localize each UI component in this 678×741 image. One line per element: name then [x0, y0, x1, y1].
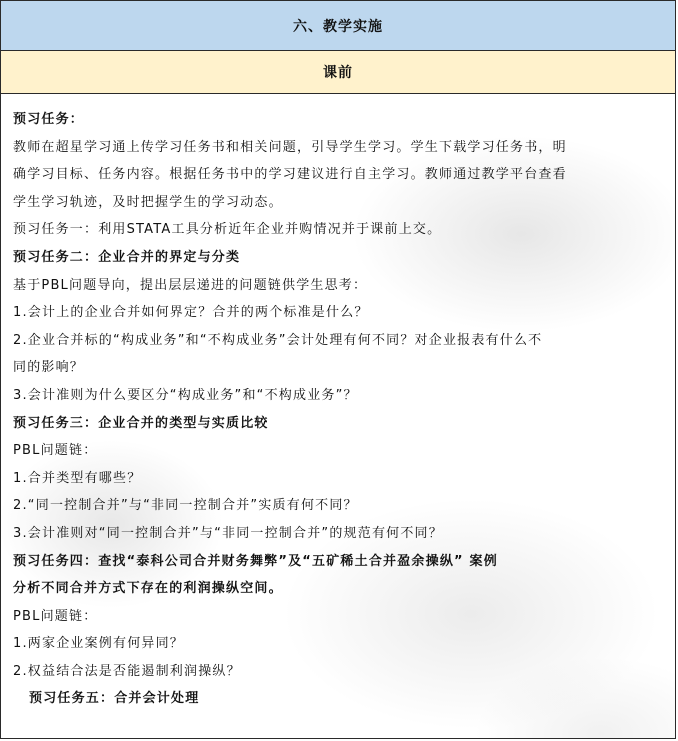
question-item: 2.企业合并标的“构成业务”和“不构成业务”会计处理有何不同？对企业报表有什么不 — [13, 332, 543, 348]
pbl-label: PBL问题链： — [13, 443, 98, 459]
question-item: 3.会计准则对“同一控制合并”与“非同一控制合并”的规范有何不同？ — [13, 525, 443, 541]
phase-title: 课前 — [323, 65, 353, 81]
paragraph-line: 基于PBL问题导向，提出层层递进的问题链供学生思考： — [13, 277, 368, 293]
question-item: 2.“同一控制合并”与“非同一控制合并”实质有何不同？ — [13, 498, 358, 514]
task-one-line: 预习任务一：利用STATA工具分析近年企业并购情况并于课前上交。 — [13, 222, 442, 238]
preview-heading: 预习任务： — [13, 112, 85, 127]
question-item-continuation: 同的影响？ — [13, 360, 85, 376]
section-header — [1, 1, 675, 51]
question-item: 1.合并类型有哪些？ — [13, 470, 142, 486]
phase-header — [1, 51, 675, 94]
question-item: 3.会计准则为什么要区分“构成业务”和“不构成业务”？ — [13, 387, 358, 403]
question-item: 1.两家企业案例有何异同？ — [13, 636, 185, 652]
paragraph-line: 教师在超星学习通上传学习任务书和相关问题，引导学生学习。学生下载学习任务书，明 — [13, 139, 567, 155]
content-cell — [1, 94, 675, 739]
paragraph-line: 确学习目标、任务内容。根据任务书中的学习建议进行自主学习。教师通过教学平台查看 — [13, 167, 567, 183]
task-four-heading-continuation: 分析不同合并方式下存在的利润操纵空间。 — [13, 581, 283, 597]
task-four-heading: 预习任务四：查找“泰科公司合并财务舞弊”及“五矿稀土合并盈余操纵” 案例 — [13, 553, 498, 569]
task-five-heading: 预习任务五：合并会计处理 — [29, 691, 200, 707]
section-title: 六、教学实施 — [293, 18, 383, 35]
pbl-label: PBL问题链： — [13, 608, 98, 624]
question-item: 1.会计上的企业合并如何界定？合并的两个标准是什么？ — [13, 305, 369, 321]
paragraph-line: 学生学习轨迹，及时把握学生的学习动态。 — [13, 194, 283, 210]
task-three-heading: 预习任务三：企业合并的类型与实质比较 — [13, 415, 269, 431]
question-item: 2.权益结合法是否能遏制利润操纵？ — [13, 663, 241, 679]
task-two-heading: 预习任务二：企业合并的界定与分类 — [13, 249, 241, 265]
